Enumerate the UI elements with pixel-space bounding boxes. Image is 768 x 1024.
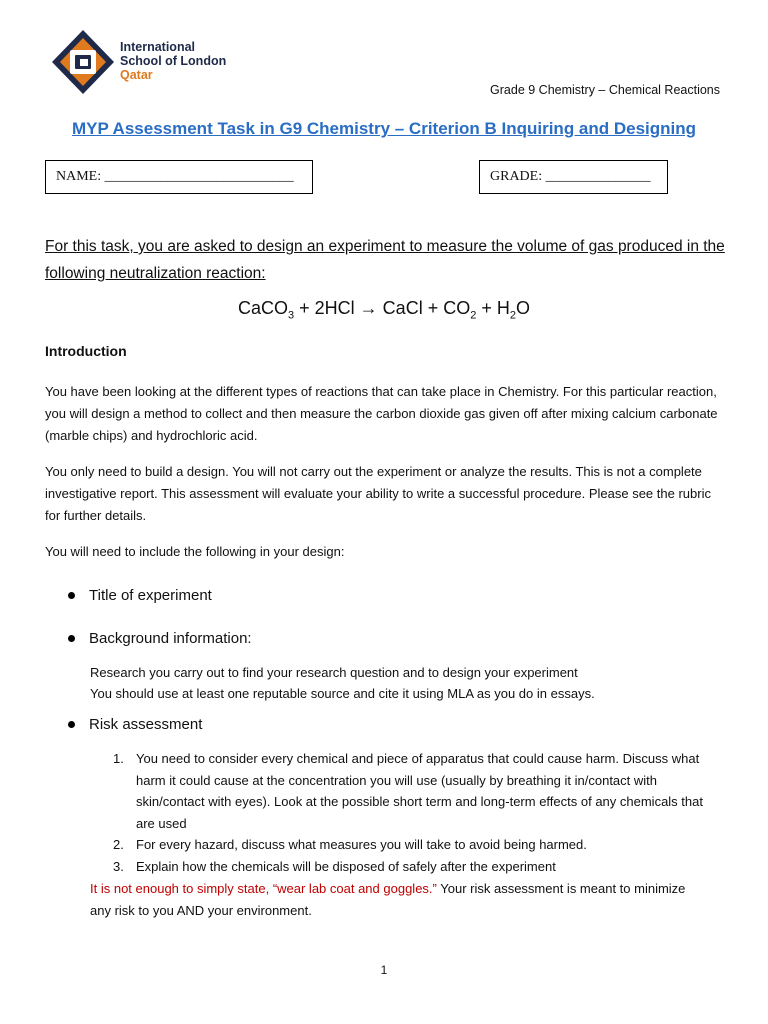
bullet-background: Background information:: [68, 630, 252, 647]
risk-item-1: 1. You need to consider every chemical and piece of apparatus that could cause harm. Discuss what harm it could cause at the concentration you will use (usually by breathing it in/contact with skin/contact with eyes). Look at the possible short term and long-term effects of any chemicals that are used: [113, 751, 703, 831]
school-name-line2: School of London: [120, 54, 227, 68]
background-line-2: You should use at least one reputable source and cite it using MLA as you do in essays.: [90, 686, 595, 701]
school-name-line1: International: [120, 40, 196, 54]
grade-field[interactable]: [479, 160, 668, 194]
school-crest-icon: [48, 28, 118, 96]
bullet-dot-icon: [68, 592, 75, 599]
page-title: MYP Assessment Task in G9 Chemistry – Criterion B Inquiring and Designing: [71, 119, 697, 138]
school-name-line3: Qatar: [120, 68, 153, 82]
course-header: Grade 9 Chemistry – Chemical Reactions: [490, 83, 720, 97]
bullet-dot-icon: [68, 721, 75, 728]
task-intro: For this task, you are asked to design an experiment to measure the volume of gas produced in the following neutralization reaction:: [45, 238, 725, 282]
grade-label: GRADE: _______________: [490, 169, 651, 184]
intro-paragraph-2: You only need to build a design. You will not carry out the experiment or analyze the results. This is not a complete investigative report. This assessment will evaluate your ability to write a successful procedure. Please see the rubric for further details.: [45, 464, 711, 523]
school-logo: [48, 28, 248, 98]
risk-warning: It is not enough to simply state, “wear lab coat and goggles.” Your risk assessment is meant to minimize any risk to you AND your environment.: [90, 881, 686, 918]
background-line-1: Research you carry out to find your research question and to design your experiment: [90, 665, 578, 680]
bullet-risk: Risk assessment: [68, 716, 202, 733]
bullet-dot-icon: [68, 635, 75, 642]
risk-item-2: 2. For every hazard, discuss what measures you will take to avoid being harmed.: [113, 837, 587, 852]
school-name: [120, 40, 226, 82]
name-field[interactable]: [45, 160, 313, 194]
warning-red-text: It is not enough to simply state, “wear lab coat and goggles.”: [90, 881, 437, 896]
bullet-title: Title of experiment: [68, 587, 212, 604]
page-number: 1: [380, 963, 388, 977]
chemical-equation: CaCO$_3$ + 2HCl → CaCl + $CO_2 + H_2O$: [238, 298, 530, 322]
intro-paragraph-1: You have been looking at the different types of reactions that can take place in Chemistry. For this particular reaction, you will design a method to collect and then measure the carbon dioxide gas given off after mixing calcium carbonate (marble chips) and hydrochloric acid.: [45, 384, 718, 443]
risk-item-3: 3. Explain how the chemicals will be disposed of safely after the experiment: [113, 859, 556, 874]
introduction-heading: Introduction: [45, 343, 127, 359]
intro-paragraph-3: You will need to include the following in your design:: [45, 544, 345, 559]
name-label: NAME: ___________________________: [56, 169, 294, 184]
